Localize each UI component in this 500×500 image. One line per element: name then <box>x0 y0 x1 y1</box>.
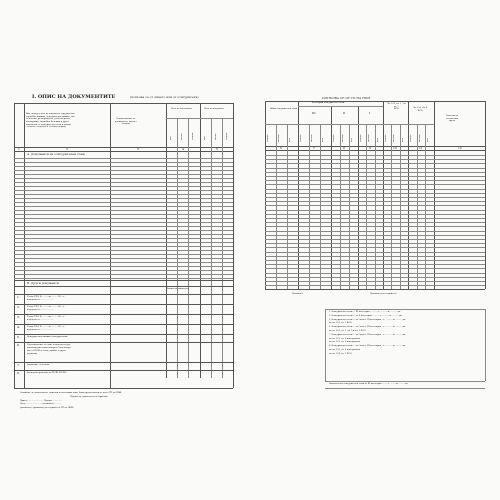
left-signature-label: Подпис на заявителя <box>166 288 189 290</box>
final-total: Окончателен осигурителен стаж от III категория .........г. .........м. ..........дн. <box>329 383 409 385</box>
ruled-line <box>265 285 485 286</box>
row-text-line: Експертно решение на ТЕЛК /НЕЛК/ <box>27 372 67 374</box>
row-line <box>14 334 233 335</box>
row-number: 3. <box>17 315 20 319</box>
ruled-line <box>265 252 485 253</box>
subheader-label: дни <box>427 138 429 142</box>
ruled-line <box>265 243 485 244</box>
col-dates-from: Дата на постъпване <box>171 108 193 110</box>
right-signature-label: Длъжност <box>292 293 303 295</box>
col-chl104b-header: Чл. 104, ал. 6 КСО <box>413 107 428 112</box>
subheader-label: месеци <box>419 134 421 142</box>
subheader-label: дни <box>322 138 324 142</box>
left-heading-note: (попълва се от лицето или от осигурителя) <box>130 95 199 99</box>
ruled-line <box>14 230 233 231</box>
rcol-num-12: 12 <box>458 146 462 150</box>
rcol-num-6: 6 <box>280 146 282 150</box>
ruled-line <box>14 226 233 227</box>
col-num-1: 1 <box>18 147 20 151</box>
rcol-num-11: 11 <box>419 146 423 150</box>
ruled-line <box>265 264 485 265</box>
ruled-line <box>14 162 233 163</box>
row-number: 8. <box>17 371 20 375</box>
col-chl104-header: Чл. 104, ал. 1, 3 и ал. 5 КСО <box>387 103 406 111</box>
ruled-line <box>265 226 485 227</box>
subheader-label: години <box>267 134 269 142</box>
row-number: 7. <box>17 363 20 367</box>
ruled-line <box>14 166 233 167</box>
ruled-line <box>265 176 485 177</box>
ruled-line <box>265 247 485 248</box>
ruled-line <box>265 268 485 269</box>
col-num-4: 4 <box>182 147 184 151</box>
ruled-line <box>265 193 485 194</box>
ruled-line <box>14 250 233 251</box>
row-number: 1. <box>17 295 20 299</box>
cat-I: I <box>369 111 371 115</box>
subheader-label: месеци <box>368 134 370 142</box>
col-docs-header: Вид, номер и дата на документа (трудова или служебна книжка, осигурителна книжка, акт за пенсия, разпореждане, удостоверение, декларация, служебни бележки и други документи за осигурителен стаж и доход) - от кого е издаден и за какъв период <box>26 113 75 129</box>
ruled-line <box>14 186 233 187</box>
ruled-line <box>14 246 233 247</box>
ruled-line <box>14 210 233 211</box>
row-text-line: Уч-ще УП-3 № ..........от ..........20....г. <box>27 326 65 328</box>
row-text <box>27 316 65 322</box>
subheader-label: години <box>410 134 412 142</box>
subheader-label: дни <box>351 138 353 142</box>
section-b-label: Б. Други документи <box>27 281 59 285</box>
totals-block: 1. Осигурителен стаж — III категория .............г. ...........м. ...........дн. 2. Осигурителен стаж — от II категория ............г. ...........м. ...........дн. 3. Осигурителен стаж — от I катег. III категория ...г. ...........м. ...........дн. по чл. 104, ал. 1 КСО 4. Осигурителен стаж — от I катег. III категория ...г. ...........м. ...........дн. по чл. 104, ал. 2, ал. 3 и ал. 5 КСО 5. Осигурителен стаж — от I катег. III категория ...г. ...........м. ...........дн. по чл. 104, ал. 6 или правило по чл. 104, ал. 6 или правило 6. Осигурителен стаж — от I катег. III категория ...г. ...........м. ...........дн. по чл. 104, ал. 6 или правило по чл. 104, ал. 5 КСО <box>329 311 406 355</box>
row-text-line: Заявление за пенсия <box>27 364 50 366</box>
ruled-line <box>14 182 233 183</box>
col-remarks-header: Отметка на съответния орган <box>446 115 459 123</box>
ruled-line <box>265 159 485 160</box>
ruled-line <box>265 277 485 278</box>
ruled-line <box>265 235 485 236</box>
row-number: 4. <box>17 325 20 329</box>
ruled-line <box>265 239 485 240</box>
ruled-line <box>265 201 485 202</box>
ruled-line <box>14 278 233 279</box>
cat-III: III <box>312 111 316 115</box>
col-num-2: 2 <box>66 147 68 151</box>
row-text-line: издадено от ..................... <box>27 319 54 321</box>
ruled-line <box>14 158 233 159</box>
subheader-label: години <box>300 134 302 142</box>
ruled-line <box>14 218 233 219</box>
ruled-line <box>265 222 485 223</box>
ruled-line <box>265 260 485 261</box>
row-line <box>14 314 233 315</box>
subheader-label: месеци <box>311 134 313 142</box>
ruled-line <box>265 189 485 190</box>
sub-day-1: ден <box>170 136 172 140</box>
ruled-line <box>14 258 233 259</box>
subheader-label: години <box>333 134 335 142</box>
ruled-line <box>14 242 233 243</box>
ruled-line <box>265 210 485 211</box>
section-a-label: А. Документи за осигурителен стаж <box>27 152 85 156</box>
row-text-line: Осигурителна книжка (осигурителни) <box>27 336 68 338</box>
ruled-line <box>265 168 485 169</box>
row-number: 2. <box>17 305 20 309</box>
ruled-line <box>265 184 485 185</box>
rcol-num-10: 10 <box>393 146 397 150</box>
row-text-line: издадено от ..................... <box>27 329 54 331</box>
ruled-line <box>14 266 233 267</box>
ruled-line <box>14 234 233 235</box>
ruled-line <box>14 178 233 179</box>
ruled-line <box>14 170 233 171</box>
subheader-label: месеци <box>342 134 344 142</box>
row-text-line: Уч-ще УП-2 № ..........от ..........20....г. <box>27 296 65 298</box>
subheader-label: дни <box>402 138 404 142</box>
ruled-line <box>265 180 485 181</box>
ruled-line <box>14 206 233 207</box>
ruled-line <box>265 256 485 257</box>
row-text <box>27 326 65 332</box>
row-text-line: Уч-ще УП-2 № ..........от ..........20....г. <box>27 316 65 318</box>
col-categories-header: Категории осигурителен стаж <box>312 102 345 104</box>
ruled-line <box>14 174 233 175</box>
sub-day-2: ден <box>204 136 206 140</box>
col-total-header: Общо осигурителен стаж <box>270 108 298 110</box>
ruled-line <box>265 231 485 232</box>
col-num-3: 3 <box>137 147 139 151</box>
rcol-num-7: 7 <box>313 146 315 150</box>
right-heading: ПОПЪЛВА СЕ ОТ ТП НА НОИ <box>322 96 370 100</box>
row-text-line: държави) <box>27 353 38 355</box>
row-line <box>14 294 233 295</box>
sub-month-1: месец <box>181 133 183 140</box>
col-issuer-header: Наименование на длъжността, която е заемана <box>115 118 137 126</box>
ruled-line <box>14 198 233 199</box>
ruled-line <box>265 163 485 164</box>
ruled-line <box>14 190 233 191</box>
row-line <box>14 342 233 343</box>
row-line <box>14 304 233 305</box>
row-text <box>27 336 68 339</box>
subheader-label: години <box>360 134 362 142</box>
row-text <box>27 364 49 367</box>
ruled-line <box>14 262 233 263</box>
ruled-line <box>265 218 485 219</box>
ruled-line <box>14 274 233 275</box>
right-signature-label2: Длъжност (на служител) <box>370 293 397 295</box>
sub-year-1: година <box>192 132 194 140</box>
row-text <box>27 344 71 356</box>
ruled-line <box>14 194 233 195</box>
ruled-line <box>14 214 233 215</box>
sub-year-2: година <box>226 132 228 140</box>
ruled-line <box>265 205 485 206</box>
ruled-line <box>265 214 485 215</box>
row-text-line: издадено от ..................... <box>27 299 54 301</box>
ruled-line <box>14 222 233 223</box>
col-dates-to: Дата на напускане <box>204 108 225 110</box>
row-text-line: Уч-ще УП-3 № ..........от ..........20....г. <box>27 306 65 308</box>
sub-month-2: месец <box>215 133 217 140</box>
ruled-line <box>265 155 485 156</box>
subheader-label: месеци <box>278 134 280 142</box>
row-text-line: довоосигурителния контрол (Удостовере- <box>27 347 72 349</box>
subheader-label: дни <box>289 138 291 142</box>
ruled-line <box>14 202 233 203</box>
left-footer: Заявявам, че документите, описани в настоящия опис, бяха предоставени от мен в ТП на НОИ. Подпис на заявителя и на приелия: Приел: ........................ Подпис ............... Дата: ........................ (длъжност) .......... (длъжност) (фамилия) (на служител в ТП на НОИ) <box>20 392 122 410</box>
row-text-line: ние от НОИ за стаж, пробит в други <box>27 350 66 352</box>
row-text <box>27 306 65 312</box>
subheader-label: години <box>385 134 387 142</box>
row-number: 6. <box>17 343 20 347</box>
ruled-line <box>265 197 485 198</box>
ruled-line <box>14 238 233 239</box>
ruled-line <box>14 254 233 255</box>
left-heading: I. ОПИС НА ДОКУМЕНТИТЕ <box>32 94 116 100</box>
col-num-5: 5 <box>216 147 218 151</box>
row-line <box>14 362 233 363</box>
subheader-label: дни <box>377 138 379 142</box>
row-text <box>27 296 65 302</box>
cat-II: II <box>343 111 346 115</box>
row-number: 5. <box>17 335 20 339</box>
rcol-num-9: 9 <box>369 146 371 150</box>
ruled-line <box>265 281 485 282</box>
ruled-line <box>265 273 485 274</box>
ruled-line <box>265 172 485 173</box>
row-line <box>14 324 233 325</box>
rcol-num-8: 8 <box>343 146 345 150</box>
subheader-label: месеци <box>393 134 395 142</box>
row-line <box>14 370 233 371</box>
row-text <box>27 372 66 375</box>
row-text-line: Удостоверение за стаж, издадено от тру- <box>27 344 71 346</box>
row-text-line: издадено от ..................... <box>27 309 54 311</box>
ruled-line <box>14 270 233 271</box>
